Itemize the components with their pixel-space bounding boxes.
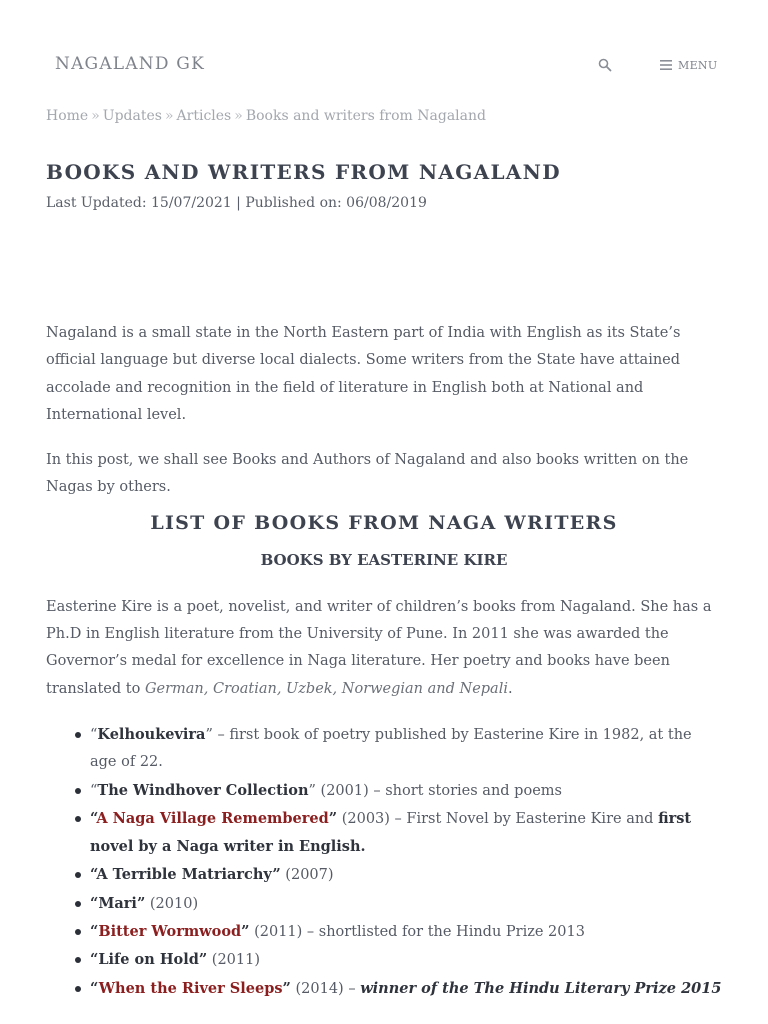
bio-text: Easterine Kire is a poet, novelist, and writer of children’s books from Nagaland. She has a Ph.D in English literature from the University of Pune. In 2011 she was awarded the Governor’s medal for excellence in Naga literature. Her poetry and books have been translated to: [46, 598, 712, 697]
book-highlight: first novel by a Naga writer in English.: [90, 809, 692, 856]
bio-end: .: [507, 680, 513, 697]
search-icon[interactable]: [598, 57, 614, 73]
book-detail: (2011): [207, 952, 261, 969]
book-award: winner of the The Hindu Literary Prize 2015: [360, 979, 722, 997]
book-title-link[interactable]: Bitter Wormwood: [98, 923, 242, 941]
menu-label: MENU: [678, 58, 718, 72]
book-title: The Windhover Collection: [97, 781, 309, 799]
list-item: “A Terrible Matriarchy” (2007): [90, 861, 722, 889]
breadcrumb-separator: »: [164, 108, 174, 124]
book-detail: (2011) – shortlisted for the Hindu Prize 2013: [249, 924, 585, 941]
bio-languages: German, Croatian, Uzbek, Norwegian and Nepali: [144, 680, 508, 697]
breadcrumb-current: Books and writers from Nagaland: [245, 108, 486, 124]
book-detail: (2001) – short stories and poems: [315, 782, 562, 799]
book-title-link[interactable]: When the River Sleeps: [98, 979, 283, 997]
site-title-link[interactable]: NAGALAND GK: [55, 54, 205, 74]
list-item: “Life on Hold” (2011): [90, 946, 722, 974]
breadcrumb-separator: »: [234, 108, 243, 124]
intro-paragraph: Nagaland is a small state in the North Eastern part of India with English as its State’s official language but diverse local dialects. Some writers from the State have attained accolade and recognition in the field of literature in English both at National and International level.: [46, 325, 681, 423]
book-title-link[interactable]: A Naga Village Remembered: [96, 809, 329, 827]
book-title: Life on Hold: [98, 951, 199, 969]
subsection-heading: BOOKS BY EASTERINE KIRE: [260, 550, 508, 569]
page-title: BOOKS AND WRITERS FROM NAGALAND: [46, 160, 561, 184]
intro-paragraph: In this post, we shall see Books and Authors of Nagaland and also books written on the Nagas by others.: [46, 452, 689, 496]
article-content: [46, 320, 722, 1003]
book-detail: (2007): [280, 867, 334, 884]
post-meta: Last Updated: 15/07/2021 | Published on: 06/08/2019: [46, 195, 427, 211]
site-header: [0, 0, 768, 100]
list-item: “When the River Sleeps” (2014) – winner of the The Hindu Literary Prize 2015: [90, 975, 722, 1003]
breadcrumb-separator: »: [91, 108, 100, 124]
book-title: Kelhoukevira: [97, 725, 206, 743]
list-item: “Kelhoukevira” – first book of poetry published by Easterine Kire in 1982, at the age of 22.: [90, 721, 722, 777]
book-detail: (2010): [145, 895, 199, 912]
breadcrumb-updates[interactable]: Updates: [102, 108, 162, 124]
breadcrumb-home[interactable]: Home: [46, 108, 89, 124]
book-title: Mari: [98, 894, 137, 912]
list-item: “The Windhover Collection” (2001) – short stories and poems: [90, 777, 722, 805]
list-item: “Mari” (2010): [90, 890, 722, 918]
author-bio: [46, 594, 722, 703]
list-item: “A Naga Village Remembered” (2003) – First Novel by Easterine Kire and first novel by a Naga writer in English.: [90, 805, 722, 862]
book-title: A Terrible Matriarchy: [96, 866, 273, 884]
list-item: “Bitter Wormwood” (2011) – shortlisted for the Hindu Prize 2013: [90, 918, 722, 946]
book-detail: (2014) –: [290, 980, 361, 997]
book-detail: (2003) – First Novel by Easterine Kire and: [337, 810, 659, 827]
breadcrumb: [46, 108, 486, 124]
hamburger-icon: [660, 60, 672, 70]
section-heading: LIST OF BOOKS FROM NAGA WRITERS: [150, 511, 618, 534]
book-detail: – first book of poetry published by Easterine Kire in 1982, at the age of 22.: [90, 726, 692, 771]
breadcrumb-articles[interactable]: Articles: [176, 108, 232, 124]
menu-button[interactable]: [660, 57, 717, 73]
book-list: [46, 721, 722, 1003]
